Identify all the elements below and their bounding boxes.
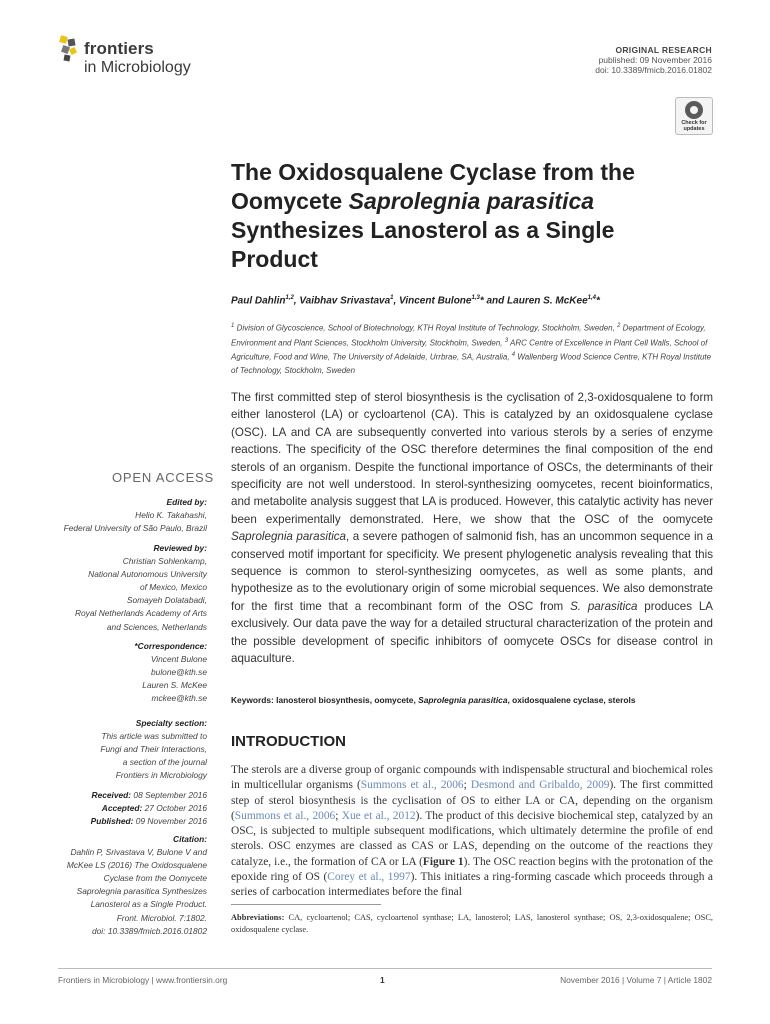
author-name[interactable]: and Lauren S. McKee — [483, 295, 588, 307]
footnote-divider — [231, 904, 381, 905]
citation-link[interactable]: Corey et al., 1997 — [327, 871, 411, 884]
abbreviations: Abbreviations: CA, cycloartenol; CAS, cycloartenol synthase; LA, lanosterol; LAS, lanosterol synthase; OS, 2,3-oxidosqualene; OSC, oxidosqualene cyclase. — [231, 913, 713, 934]
email-link[interactable]: bulone@kth.se — [151, 667, 207, 678]
section-heading-introduction: INTRODUCTION — [231, 733, 346, 750]
journal-logo[interactable] — [58, 34, 228, 80]
author-name[interactable]: , Vincent Bulone — [393, 295, 472, 307]
email-link[interactable]: mckee@kth.se — [151, 693, 207, 704]
citation-link[interactable]: Summons et al., 2006 — [360, 779, 464, 792]
article-title: The Oxidosqualene Cyclase from the Oomycete Saprolegnia parasitica Synthesizes Lanosterol as a Single Product — [231, 159, 635, 272]
editor-name: Helio K. Takahashi, — [135, 510, 207, 521]
specialty-section: Specialty section: This article was submitted to Fungi and Their Interactions, a section of the journal Frontiers in Microbiology — [100, 718, 207, 781]
citation-link[interactable]: Desmond and Gribaldo, 2009 — [470, 779, 610, 792]
doi-link[interactable]: doi: 10.3389/fmicb.2016.01802 — [595, 65, 712, 75]
edited-by: Edited by: Helio K. Takahashi, Federal University of São Paulo, Brazil — [63, 497, 207, 534]
footer-journal-link[interactable]: Frontiers in Microbiology | www.frontiersin.org — [58, 975, 228, 985]
introduction-text: The sterols are a diverse group of organic compounds with indispensable structural and biochemical roles in multicellular organisms (Summons et al., 2006; Desmond and Gribaldo, 2009). The first committed step of sterol biosynthesis is the cyclisation of OS to either LA or CA, depending on the organism (Summons et al., 2006; Xue et al., 2012). The product of this decisive biochemical step, catalyzed by an OSC, is subjected to multiple subsequent modifications, which ultimately determine the profile of end sterols. OSC enzymes are classed as CAS or LAS, depending on the outcome of the reactions they catalyze, i.e., the formation of CA or LA (Figure 1). The OSC reaction begins with the protonation of the epoxide ring of OS (Corey et al., 1997). This initiates a ring-forming cascade which proceeds through a series of carbocation intermediates before the final — [231, 764, 713, 899]
author-name[interactable]: , Vaibhav Srivastava — [293, 295, 391, 307]
frontiers-logo-icon — [58, 34, 82, 64]
author-list: Paul Dahlin$^{1,2}$, Vaibhav Srivastava$^1$, Vincent Bulone$^{1,3}$* and Lauren S. McKee$^{1,4}$* — [231, 295, 600, 307]
citation-link[interactable]: Summons et al., 2006 — [234, 809, 336, 822]
article-header-info — [595, 45, 712, 75]
published-date: published: 09 November 2016 — [598, 55, 712, 65]
footer-divider — [58, 968, 712, 969]
affiliations: $^1$ Division of Glycoscience, School of Biotechnology, KTH Royal Institute of Technology, Stockholm, Sweden, $^2$ Department of Ecology, Environment and Plant Sciences, Stockholm University, Stockholm, Sweden, $^3$ ARC Centre of Excellence in Plant Cell Walls, School of Agriculture, Food and Wine, The University of Adelaide, Urrbrae, SA, Australia, $^4$ Wallenberg Wood Science Centre, KTH Royal Institute of Technology, Stockholm, Sweden — [231, 323, 712, 375]
check-updates-icon — [685, 101, 703, 119]
figure-link[interactable]: Figure 1 — [422, 855, 464, 868]
journal-name-line2: in Microbiology — [84, 59, 191, 76]
abstract: The first committed step of sterol biosynthesis is the cyclisation of 2,3-oxidosqualene to form either lanosterol (LA) or cycloartenol (CA). This is catalyzed by an oxidosqualene cyclase (OSC). LA and CA are subsequently converted into various sterols by a series of enzyme reactions. The specificity of the OSC therefore determines the final composition of the end sterols of an organism. Despite the functional importance of OSCs, the determinants of their specificity are not well understood. In sterol-synthesizing oomycetes, recent bioinformatics, and metabolite analysis suggest that LA is produced. However, this catalytic activity has never been experimentally demonstrated. Here, we show that the OSC of the oomycete Saprolegnia parasitica, a severe pathogen of salmonid fish, has an uncommon sequence in a conserved motif important for specificity. We present phylogenetic analysis revealing that this sequence is common to sterol-synthesizing oomycetes, as well as some plants, and hypothesize as to the evolutionary origin of some microbial sequences. We also demonstrate for the first time that a recombinant form of the OSC from S. parasitica produces LA exclusively. Our data pave the way for a detailed structural characterization of the protein and the possible development of specific inhibitors of oomycete OSCs for disease control in aquaculture. — [231, 391, 714, 666]
footer-issue-info: November 2016 | Volume 7 | Article 1802 — [560, 975, 712, 985]
reviewed-by: Reviewed by: Christian Sohlenkamp, National Autonomous University of Mexico, Mexico Somayeh Dolatabadi, Royal Netherlands Academy of Arts and Sciences, Netherlands — [74, 543, 207, 632]
citation: Citation: Dahlin P, Srivastava V, Bulone V and McKee LS (2016) The Oxidosqualene Cyclase from the Oomycete Saprolegnia parasitica Synthesizes Lanosterol as a Single Product. Front. Microbiol. 7:1802. doi: 10.3389/fmicb.2016.01802 — [67, 833, 207, 938]
author-name[interactable]: Paul Dahlin — [231, 295, 286, 307]
journal-name-line1: frontiers — [84, 39, 154, 58]
article-type: ORIGINAL RESEARCH — [615, 45, 712, 55]
check-updates-label: Check for updates — [681, 120, 707, 132]
keywords: Keywords: lanosterol biosynthesis, oomycete, Saprolegnia parasitica, oxidosqualene cyclase, sterols — [231, 695, 636, 705]
open-access-label: OPEN ACCESS — [112, 470, 214, 485]
citation-link[interactable]: Xue et al., 2012 — [341, 809, 416, 822]
article-dates: Received: 08 September 2016 Accepted: 27 October 2016 Published: 09 November 2016 — [90, 790, 207, 827]
citation-doi[interactable]: doi: 10.3389/fmicb.2016.01802 — [91, 925, 207, 936]
page-number: 1 — [380, 975, 385, 985]
check-for-updates-button[interactable] — [675, 97, 713, 135]
correspondence: *Correspondence: Vincent Bulone bulone@kth.se Lauren S. McKee mckee@kth.se — [134, 640, 207, 705]
